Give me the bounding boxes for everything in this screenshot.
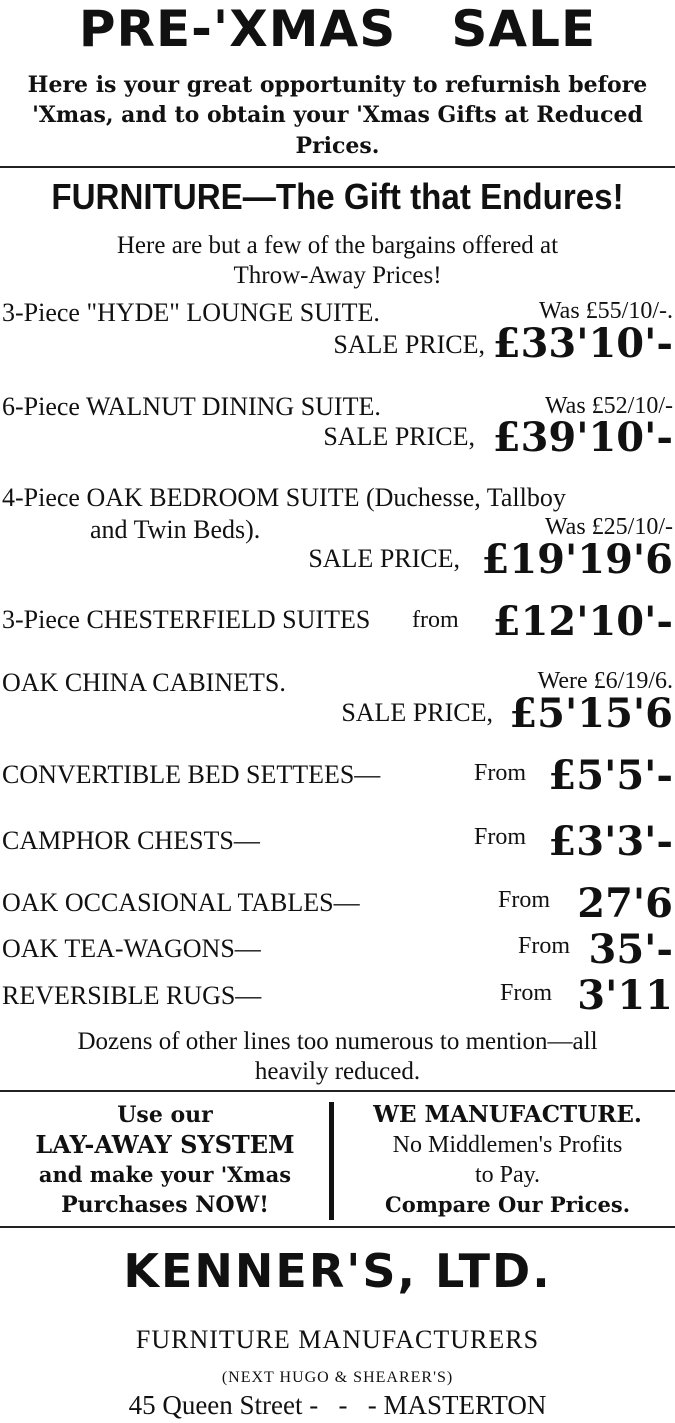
item-chesterfield-price: £12'10'- (492, 598, 673, 645)
item-oak-bedroom-name: 4-Piece OAK BEDROOM SUITE (Duchesse, Tallboy (2, 483, 566, 512)
intro-line-2: 'Xmas, and to obtain your 'Xmas Gifts at Reduced (32, 102, 643, 128)
item-tea-wagons-price: 35'- (588, 926, 673, 973)
item-china-cabinets-name: OAK CHINA CABINETS. (2, 668, 286, 697)
intro-line-3: Prices. (295, 133, 380, 159)
item-bed-settees-from: From (474, 760, 527, 786)
manufacture-box (340, 1100, 675, 1220)
layaway-line-2: LAY-AWAY SYSTEM (35, 1130, 295, 1159)
item-chesterfield-name: 3-Piece CHESTERFIELD SUITES (2, 605, 371, 634)
furniture-subline-1: Here are but a few of the bargains offered at (116, 232, 559, 259)
box-divider (329, 1102, 334, 1220)
item-occasional-tables-price: 27'6 (577, 880, 673, 927)
company-tagline: FURNITURE MANUFACTURERS (135, 1325, 540, 1354)
item-camphor-chests-from: From (474, 824, 527, 850)
item-camphor-chests-name: CAMPHOR CHESTS— (2, 826, 260, 855)
divider-bottom (0, 1226, 675, 1228)
item-reversible-rugs-from: From (500, 980, 553, 1006)
item-tea-wagons-from: From (518, 933, 571, 959)
divider-top (0, 166, 675, 168)
item-china-cabinets-sale-label: SALE PRICE, (341, 698, 493, 727)
manufacture-line-2: No Middlemen's Profits (392, 1132, 623, 1158)
divider-middle (0, 1090, 675, 1092)
company-address: 45 Queen Street - - - MASTERTON (128, 1390, 547, 1420)
item-oak-bedroom-was: Was £25/10/- (544, 514, 673, 540)
item-walnut-dining-was: Was £52/10/- (544, 393, 673, 419)
company-name: KENNER'S, LTD. (123, 1244, 552, 1298)
furniture-headline: FURNITURE—The Gift that Endures! (51, 176, 624, 217)
manufacture-line-3: to Pay. (474, 1162, 541, 1188)
item-chesterfield-from: from (412, 607, 459, 633)
item-occasional-tables-from: From (498, 887, 551, 913)
layaway-line-4: Purchases NOW! (61, 1192, 269, 1218)
item-reversible-rugs-price: 3'11 (577, 972, 673, 1019)
furniture-subline-2: Throw-Away Prices! (233, 262, 442, 289)
layaway-box (0, 1100, 330, 1220)
manufacture-line-1: WE MANUFACTURE. (373, 1101, 642, 1128)
layaway-line-1: Use our (117, 1102, 213, 1128)
item-tea-wagons-name: OAK TEA-WAGONS— (2, 934, 261, 963)
item-oak-bedroom-price: £19'19'6 (481, 536, 673, 583)
item-reversible-rugs-name: REVERSIBLE RUGS— (2, 981, 262, 1010)
item-bed-settees-price: £5'5'- (548, 752, 673, 799)
item-china-cabinets-price: £5'15'6 (509, 690, 673, 737)
item-hyde-lounge-price: £33'10'- (492, 320, 673, 367)
item-hyde-lounge-name: 3-Piece "HYDE" LOUNGE SUITE. (2, 298, 380, 327)
item-bed-settees-name: CONVERTIBLE BED SETTEES— (2, 760, 381, 789)
item-occasional-tables-name: OAK OCCASIONAL TABLES— (2, 888, 360, 917)
item-walnut-dining-price: £39'10'- (492, 414, 673, 461)
item-walnut-dining-sale-label: SALE PRICE, (323, 422, 475, 451)
manufacture-line-4: Compare Our Prices. (384, 1192, 631, 1217)
intro-line-1: Here is your great opportunity to refurnish before (27, 72, 648, 98)
item-walnut-dining-name: 6-Piece WALNUT DINING SUITE. (2, 392, 381, 421)
others-line-1: Dozens of other lines too numerous to mention—all (77, 1028, 598, 1055)
item-oak-bedroom-name-cont: and Twin Beds). (90, 515, 261, 544)
company-location-note: (NEXT HUGO & SHEARER'S) (221, 1369, 454, 1386)
item-oak-bedroom-sale-label: SALE PRICE, (308, 544, 460, 573)
item-hyde-lounge-was: Was £55/10/-. (538, 298, 673, 324)
sale-title: PRE-'XMAS SALE (78, 0, 597, 58)
item-china-cabinets-was: Were £6/19/6. (537, 668, 673, 694)
others-line-2: heavily reduced. (254, 1058, 421, 1085)
item-camphor-chests-price: £3'3'- (548, 818, 673, 865)
item-hyde-lounge-sale-label: SALE PRICE, (333, 330, 485, 359)
layaway-line-3: and make your 'Xmas (38, 1162, 292, 1187)
